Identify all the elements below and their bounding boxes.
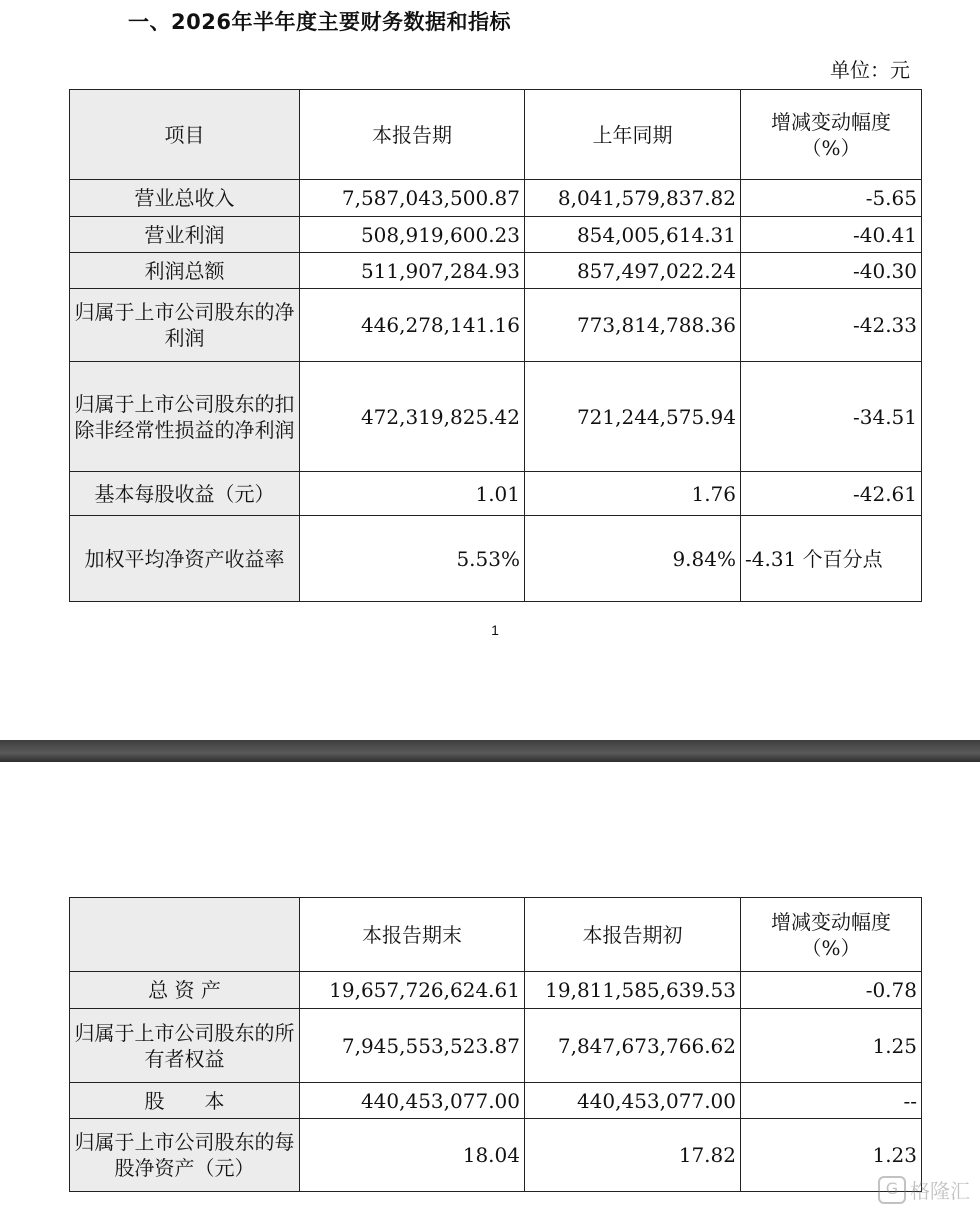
header-period-begin: 本报告期初 [525, 898, 741, 972]
prior-value: 8,041,579,837.82 [525, 180, 741, 217]
change-value: -34.51 [741, 362, 922, 472]
current-value: 5.53% [300, 516, 525, 602]
header-change-line1: 增减变动幅度 [771, 109, 891, 134]
prior-value: 721,244,575.94 [525, 362, 741, 472]
change-value: -42.33 [741, 289, 922, 362]
header-item: 项目 [70, 90, 300, 180]
current-value: 472,319,825.42 [300, 362, 525, 472]
header-change [741, 90, 922, 180]
change-value: -40.41 [741, 217, 922, 253]
current-value: 1.01 [300, 472, 525, 516]
table-row [70, 1083, 922, 1119]
row-label: 利润总额 [70, 253, 300, 289]
row-label: 营业利润 [70, 217, 300, 253]
header-change-line1: 增减变动幅度 [771, 909, 891, 934]
table-row [70, 1009, 922, 1083]
prior-value: 1.76 [525, 472, 741, 516]
end-value: 7,945,553,523.87 [300, 1009, 525, 1083]
begin-value: 17.82 [525, 1119, 741, 1192]
row-label: 基本每股收益（元） [70, 472, 300, 516]
table-row [70, 516, 922, 602]
section-heading: 一、2026年半年度主要财务数据和指标 [128, 10, 511, 34]
header-change-line2: （%） [801, 135, 861, 160]
watermark-logo-icon: G [878, 1176, 906, 1204]
prior-value: 9.84% [525, 516, 741, 602]
change-value: -42.61 [741, 472, 922, 516]
begin-value: 19,811,585,639.53 [525, 972, 741, 1009]
row-label: 总 资 产 [70, 972, 300, 1009]
financial-data-table [69, 89, 922, 602]
table-row [70, 289, 922, 362]
header-change [741, 898, 922, 972]
table-row [70, 472, 922, 516]
change-value: -0.78 [741, 972, 922, 1009]
table-row [70, 972, 922, 1009]
row-label: 归属于上市公司股东的所有者权益 [70, 1009, 300, 1083]
end-value: 19,657,726,624.61 [300, 972, 525, 1009]
page-number: 1 [491, 622, 499, 638]
header-period-end: 本报告期末 [300, 898, 525, 972]
header-prior-period: 上年同期 [525, 90, 741, 180]
prior-value: 857,497,022.24 [525, 253, 741, 289]
change-value: 1.25 [741, 1009, 922, 1083]
end-value: 440,453,077.00 [300, 1083, 525, 1119]
watermark-text: 格隆汇 [910, 1179, 970, 1203]
current-value: 508,919,600.23 [300, 217, 525, 253]
current-value: 511,907,284.93 [300, 253, 525, 289]
header-change-line2: （%） [801, 935, 861, 960]
row-label: 归属于上市公司股东的扣除非经常性损益的净利润 [70, 362, 300, 472]
end-value: 18.04 [300, 1119, 525, 1192]
row-label: 归属于上市公司股东的每股净资产（元） [70, 1119, 300, 1192]
table-row [70, 217, 922, 253]
current-value: 446,278,141.16 [300, 289, 525, 362]
header-current-period: 本报告期 [300, 90, 525, 180]
table-row [70, 362, 922, 472]
change-value: -40.30 [741, 253, 922, 289]
current-value: 7,587,043,500.87 [300, 180, 525, 217]
change-value: -5.65 [741, 180, 922, 217]
table-row [70, 1119, 922, 1192]
unit-label: 单位：元 [830, 58, 910, 82]
change-value: -4.31 个百分点 [741, 516, 922, 602]
row-label: 加权平均净资产收益率 [70, 516, 300, 602]
change-value: 1.23 [741, 1119, 922, 1192]
begin-value: 7,847,673,766.62 [525, 1009, 741, 1083]
page-separator [0, 740, 980, 762]
row-label: 归属于上市公司股东的净利润 [70, 289, 300, 362]
change-value: -- [741, 1083, 922, 1119]
watermark [878, 1175, 970, 1204]
table-row [70, 180, 922, 217]
prior-value: 854,005,614.31 [525, 217, 741, 253]
prior-value: 773,814,788.36 [525, 289, 741, 362]
table-row [70, 253, 922, 289]
row-label: 营业总收入 [70, 180, 300, 217]
balance-data-table [69, 897, 922, 1192]
header-item [70, 898, 300, 972]
row-label: 股 本 [70, 1083, 300, 1119]
begin-value: 440,453,077.00 [525, 1083, 741, 1119]
